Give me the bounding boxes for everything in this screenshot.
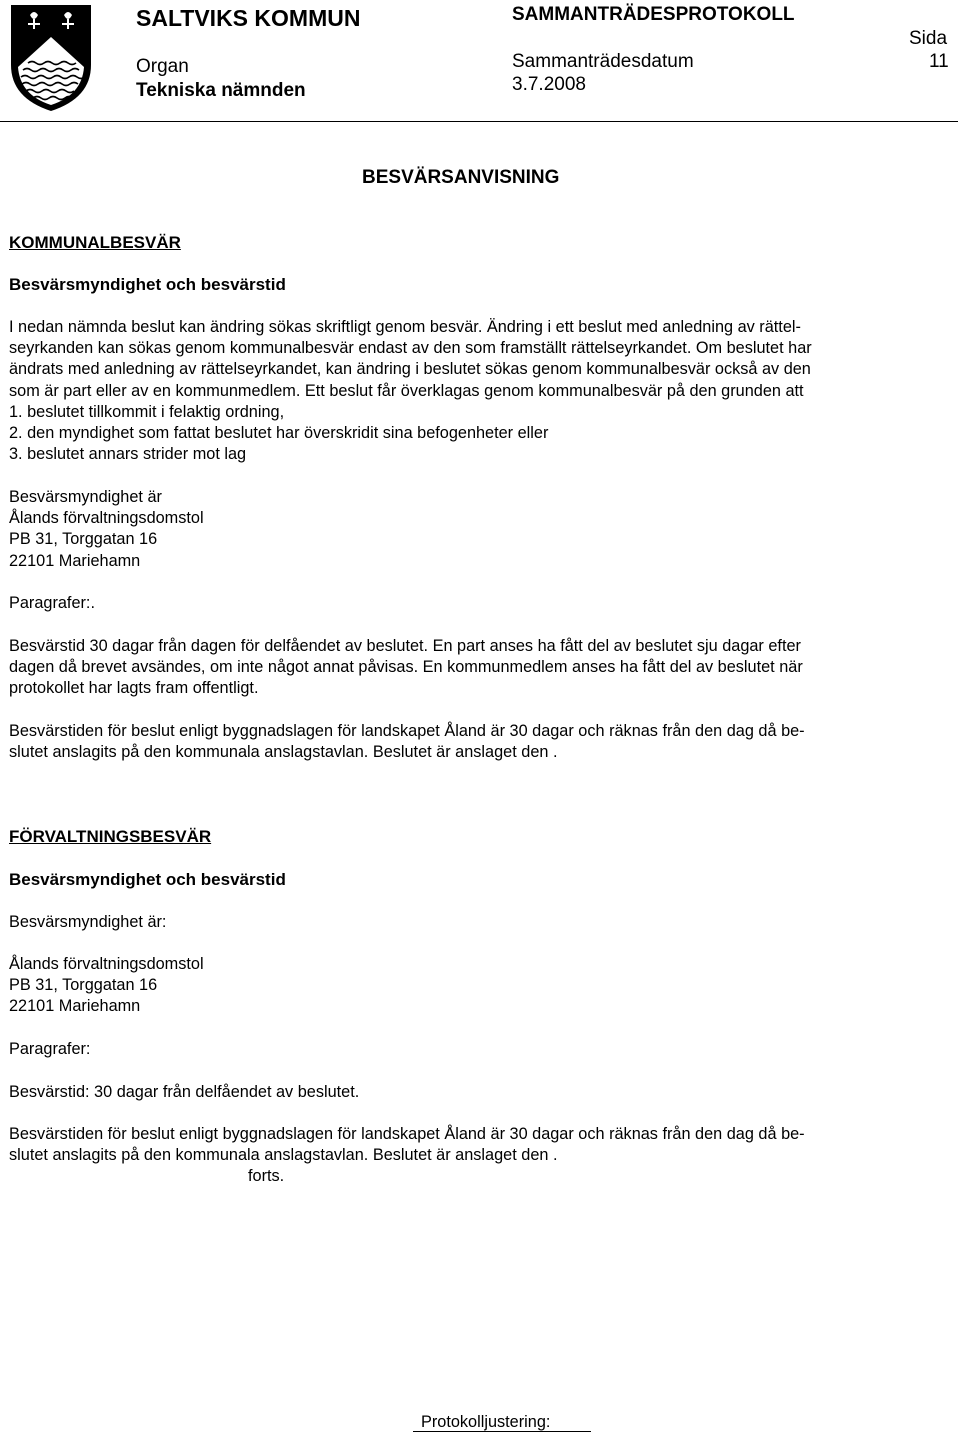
authority-address (9, 487, 929, 572)
address-line: Besvärsmyndighet är (9, 488, 162, 506)
municipal-coat-of-arms-icon (8, 3, 94, 113)
text-line: Besvärstiden för beslut enligt byggnadslagen för landskapet Åland är 30 dagar och räknas från den dag då be- (9, 1125, 805, 1143)
subheading-besvarsmyndighet: Besvärsmyndighet och besvärstid (9, 275, 286, 294)
protocol-title: SAMMANTRÄDESPROTOKOLL (512, 4, 795, 25)
signature-line (413, 1431, 591, 1432)
paragraphs-label: Paragrafer: (9, 1040, 91, 1058)
subheading-besvarsmyndighet: Besvärsmyndighet och besvärstid (9, 870, 286, 889)
text-line: protokollet har lagts fram offentligt. (9, 679, 259, 698)
section-heading-forvaltningsbesvar: FÖRVALTNINGSBESVÄR (9, 827, 212, 846)
building-law-paragraph (9, 721, 929, 763)
text-line: Besvärstid 30 dagar från dagen för delfåendet av beslutet. En part anses ha fått del av beslutet sju dagar efter (9, 637, 801, 655)
municipality-name: SALTVIKS KOMMUN (136, 5, 361, 31)
address-line: 22101 Mariehamn (9, 997, 141, 1016)
list-item: 1. beslutet tillkommit i felaktig ordning, (9, 402, 285, 421)
text-line: I nedan nämnda beslut kan ändring sökas skriftligt genom besvär. Ändring i ett beslut med anledning av rättel- (9, 318, 801, 336)
text-line: slutet anslagits på den kommunala anslagstavlan. Beslutet är anslaget den . (9, 743, 558, 762)
text-line: som är part eller av en kommunmedlem. Ett beslut får överklagas genom kommunalbesvär på den grunden att (9, 381, 804, 400)
intro-paragraph (9, 317, 929, 465)
page-label: Sida (909, 28, 948, 49)
text-line: ändrats med anledning av rättelseyrkandet, kan ändring i beslutet sökas genom kommunalbesvär också av den (9, 360, 811, 379)
list-item: 3. beslutet annars strider mot lag (9, 445, 247, 464)
protocol-verification-label: Protokolljustering: (421, 1413, 551, 1431)
address-line: PB 31, Torggatan 16 (9, 976, 158, 995)
address-line: PB 31, Torggatan 16 (9, 530, 158, 549)
meeting-date-label: Sammanträdesdatum (512, 51, 694, 72)
section-heading-kommunalbesvar: KOMMUNALBESVÄR (9, 233, 181, 252)
paragraphs-label: Paragrafer:. (9, 594, 95, 612)
meeting-date-value: 3.7.2008 (512, 74, 586, 95)
organ-value: Tekniska nämnden (136, 80, 306, 101)
text-line: seyrkanden kan sökas genom kommunalbesvär endast av den som framställt rättelseyrkandet. Om beslutet har (9, 339, 812, 358)
building-law-paragraph (9, 1124, 929, 1166)
authority-address (9, 954, 929, 1018)
continued-note: forts. (248, 1167, 285, 1185)
document-title: BESVÄRSANVISNING (362, 167, 560, 188)
address-line: 22101 Mariehamn (9, 551, 141, 570)
text-line: slutet anslagits på den kommunala anslagstavlan. Beslutet är anslaget den . (9, 1146, 558, 1165)
page-number: 11 (929, 51, 949, 72)
deadline-paragraph (9, 636, 929, 700)
text-line: Besvärstiden för beslut enligt byggnadslagen för landskapet Åland är 30 dagar och räknas från den dag då be- (9, 722, 805, 740)
list-item: 2. den myndighet som fattat beslutet har överskridit sina befogenheter eller (9, 424, 549, 443)
organ-label: Organ (136, 56, 189, 77)
address-line: Ålands förvaltningsdomstol (9, 955, 204, 973)
text-line: dagen då brevet avsändes, om inte något annat påvisas. En kommunmedlem anses ha fått del av beslutet när (9, 658, 803, 677)
header-divider (0, 121, 958, 122)
deadline-text: Besvärstid: 30 dagar från delfåendet av beslutet. (9, 1083, 360, 1101)
address-line: Ålands förvaltningsdomstol (9, 509, 204, 528)
authority-label: Besvärsmyndighet är: (9, 913, 167, 931)
